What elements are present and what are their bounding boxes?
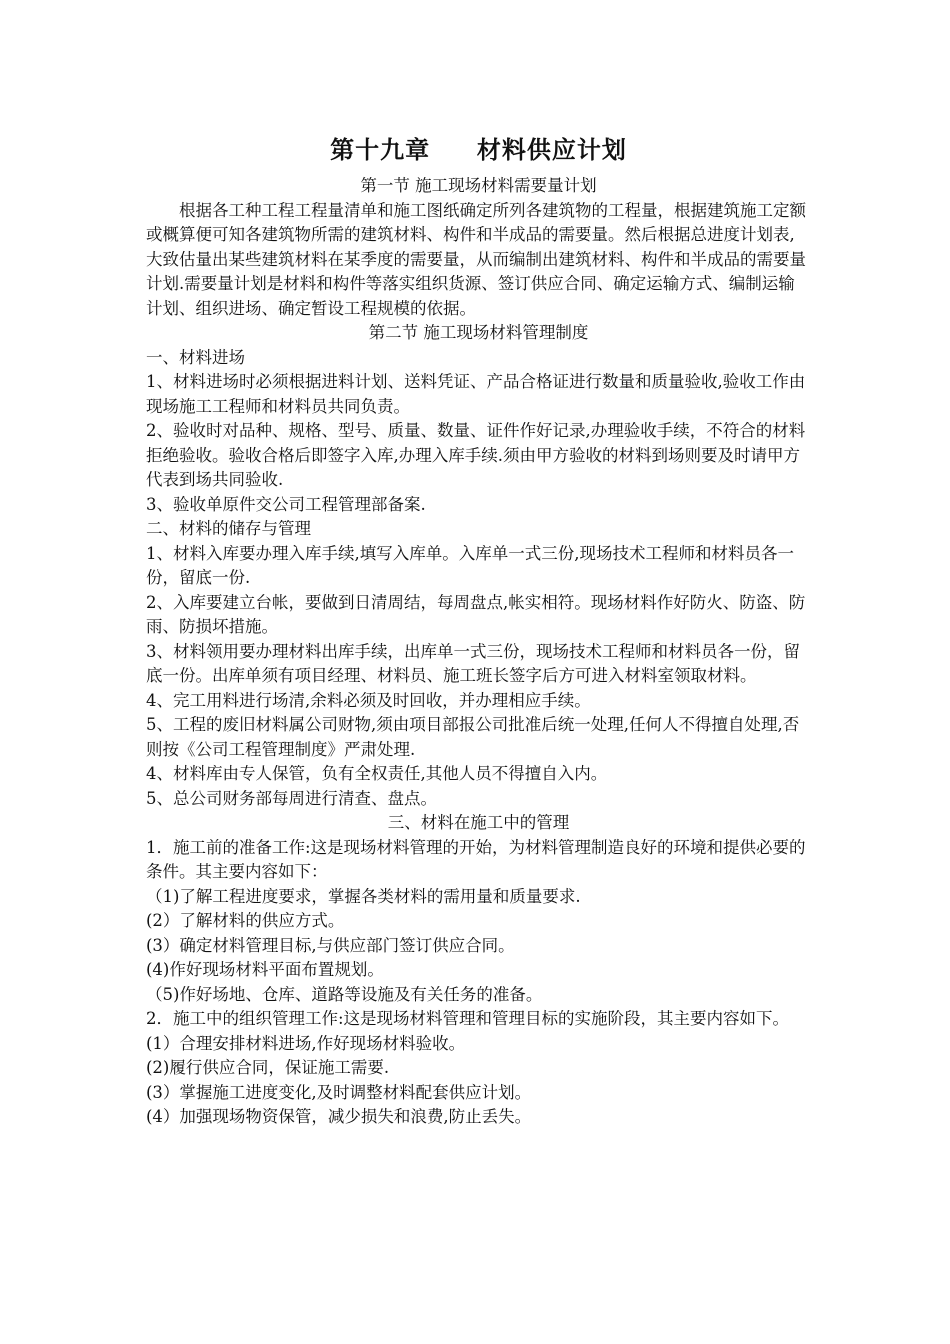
section-2-title: 第二节 施工现场材料管理制度 <box>368 323 589 342</box>
part-1-heading: 一、材料进场 <box>146 347 245 367</box>
part-3-list-1-item: (4)作好现场材料平面布置规划。 <box>146 960 384 979</box>
document-body <box>146 132 811 1130</box>
part-2-item: 4、完工用料进行场清,余料必须及时回收，并办理相应手续。 <box>146 690 591 710</box>
section-1-title: 第一节 施工现场材料需要量计划 <box>360 176 597 195</box>
part-2-item: 1、材料入库要办理入库手续,填写入库单。入库单一式三份,现场技术工程师和材料员各一份，留底一份. <box>146 543 794 587</box>
part-3-list-2-item: (1）合理安排材料进场,作好现场材料验收。 <box>146 1033 466 1053</box>
part-2-item: 5、总公司财务部每周进行清查、盘点。 <box>146 788 437 808</box>
part-3-list-2-item: (3）掌握施工进度变化,及时调整材料配套供应计划。 <box>146 1082 532 1102</box>
part-3-list-2-item: (4）加强现场物资保管，减少损失和浪费,防止丢失。 <box>146 1107 532 1126</box>
part-3-list-1-item: （1)了解工程进度要求，掌握各类材料的需用量和质量要求. <box>146 886 581 906</box>
part-2-item: 4、材料库由专人保管，负有全权责任,其他人员不得擅自入内。 <box>146 764 608 783</box>
part-3-list-1-item: (2）了解材料的供应方式。 <box>146 911 345 930</box>
part-3-list-2-item: (2)履行供应合同，保证施工需要. <box>146 1058 390 1077</box>
part-3-intro-2: 2．施工中的组织管理工作:这是现场材料管理和管理目标的实施阶段，其主要内容如下。 <box>146 1009 790 1028</box>
part-3-list-1-item: （5)作好场地、仓库、道路等设施及有关任务的准备。 <box>146 984 543 1004</box>
part-2-heading: 二、材料的储存与管理 <box>146 519 311 538</box>
chapter-title: 第十九章 材料供应计划 <box>330 135 627 164</box>
part-2-item: 5、工程的废旧材料属公司财物,须由项目部报公司批准后统一处理,任何人不得擅自处理,否则按《公司工程管理制度》严肃处理. <box>146 715 800 759</box>
part-2-item: 3、材料领用要办理材料出库手续，出库单一式三份，现场技术工程师和材料员各一份，留底一份。出库单须有项目经理、材料员、施工班长签字后方可进入材料室领取材料。 <box>146 641 800 685</box>
part-3-list-1-item: (3）确定材料管理目标,与供应部门签订供应合同。 <box>146 935 515 955</box>
section-1-paragraph: 根据各工种工程工程量清单和施工图纸确定所列各建筑物的工程量，根据建筑施工定额或概算便可知各建筑物所需的建筑材料、构件和半成品的需要量。然后根据总进度计划表,大致估量出某些建筑材料在某季度的需要量，从而编制出建筑材料、构件和半成品的需要量计划.需要量计划是材料和构件等落实组织货源、签订供应合同、确定运输方式、编制运输计划、组织进场、确定暂设工程规模的依据。 <box>146 200 806 318</box>
part-3-intro-1: 1．施工前的准备工作:这是现场材料管理的开始，为材料管理制造良好的环境和提供必要的条件。其主要内容如下： <box>146 837 806 881</box>
part-1-item: 1、材料进场时必须根据进料计划、送料凭证、产品合格证进行数量和质量验收,验收工作由现场施工工程师和材料员共同负责。 <box>146 372 806 416</box>
part-1-item: 2、验收时对品种、规格、型号、质量、数量、证件作好记录,办理验收手续，不符合的材料拒绝验收。验收合格后即签字入库,办理入库手续.须由甲方验收的材料到场则要及时请甲方代表到场共同验收. <box>146 421 806 489</box>
part-3-heading: 三、材料在施工中的管理 <box>387 813 570 832</box>
part-2-item: 2、入库要建立台帐，要做到日清周结，每周盘点,帐实相符。现场材料作好防火、防盗、防雨、防损坏措施。 <box>146 592 806 636</box>
part-1-item: 3、验收单原件交公司工程管理部备案. <box>146 494 426 514</box>
